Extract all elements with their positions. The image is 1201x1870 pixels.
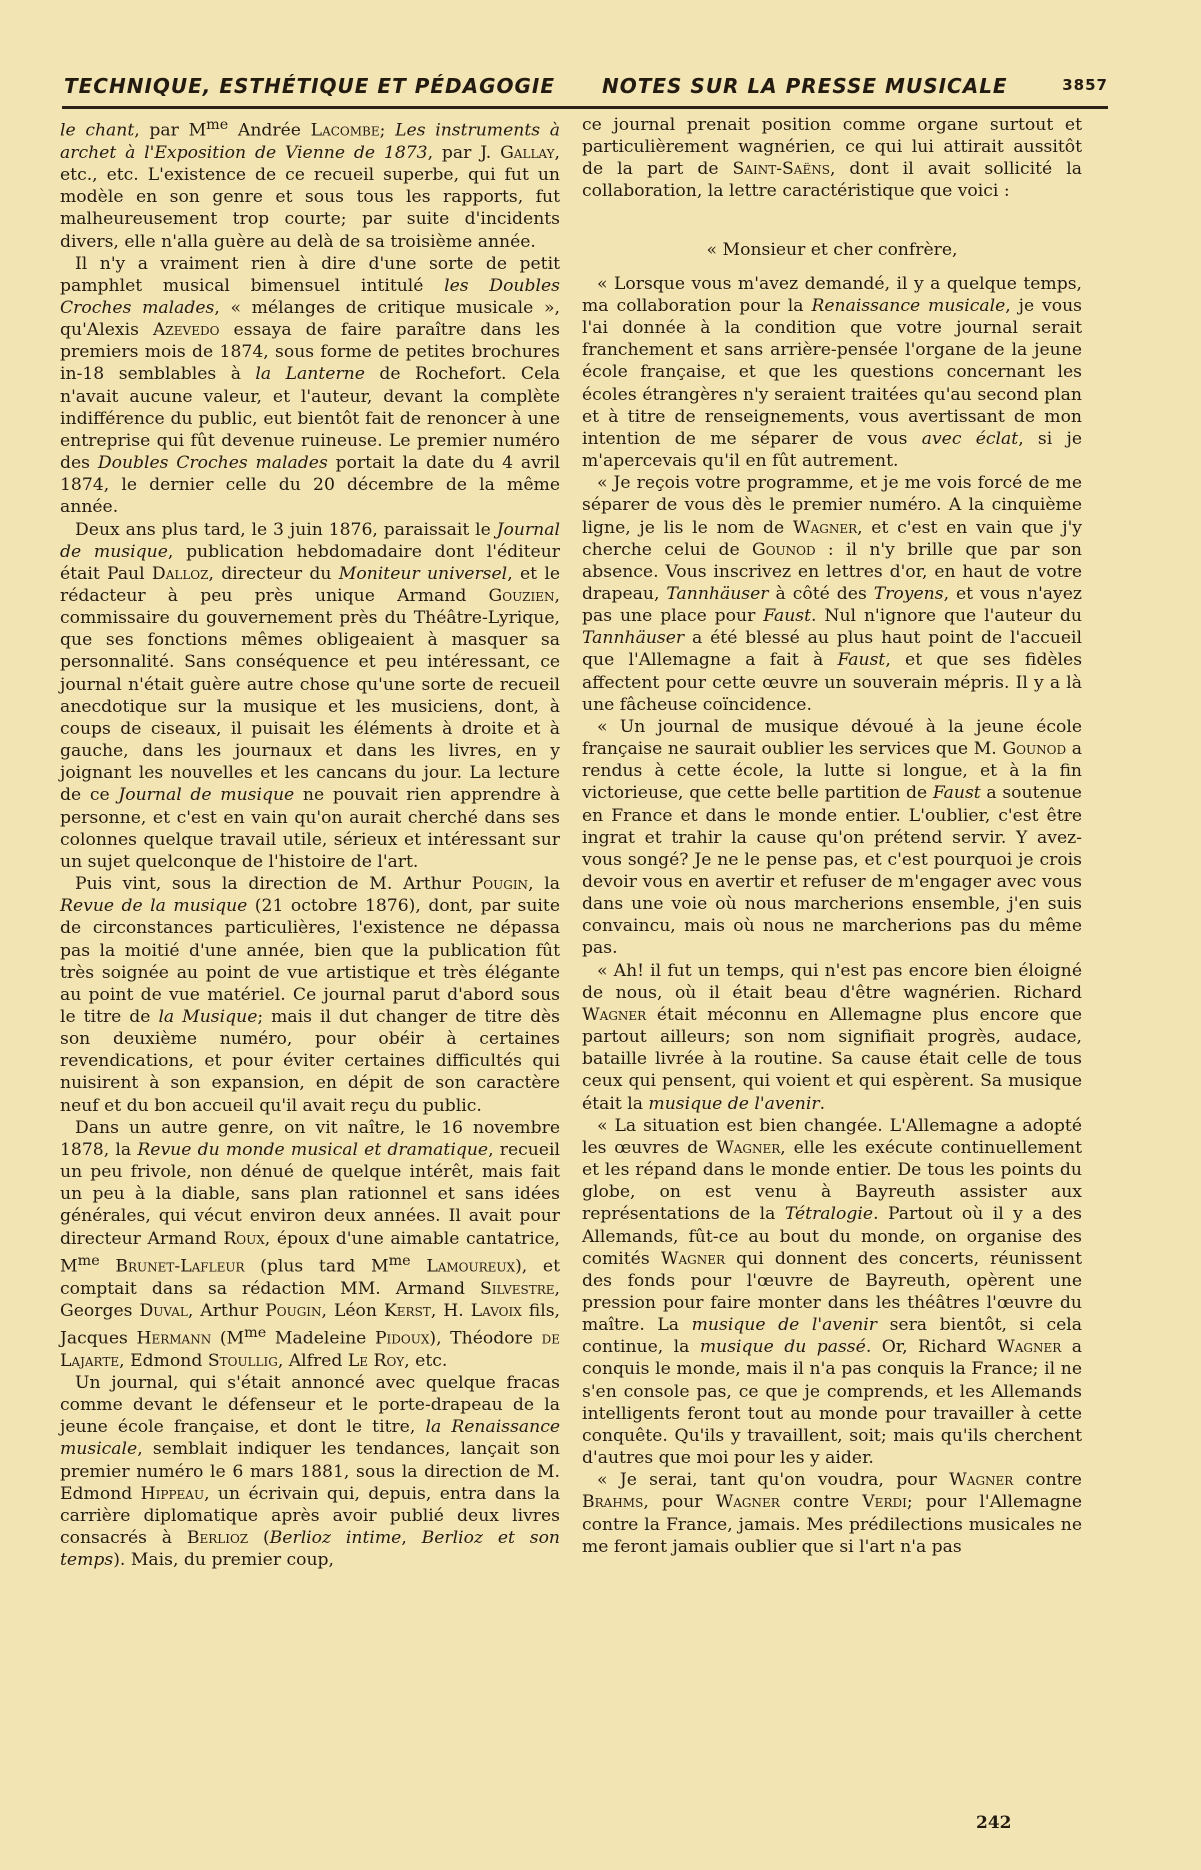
paragraph: « Lorsque vous m'avez demandé, il y a quelque temps, ma collaboration pour la Renaissance musicale, je vous l'ai donnée à la condition que votre journal serait franchement et sans arrière-pensée l'organe de la jeune école française, et que les questions concernant les écoles étrangères n'y seraient traitées qu'au second plan et à titre de renseignements, vous avertissant de mon intention de me séparer de vous avec éclat, si je m'apercevais qu'il en fût autrement. — [582, 273, 1083, 472]
paragraph: « Un journal de musique dévoué à la jeune école française ne saurait oublier les services que M. Gounod a rendus à cette école, la lutte si longue, et à la fin victorieuse, que cette belle partition de Faust a soutenue en France et dans le monde entier. L'oublier, c'est être ingrat et trahir la cause qu'on prétend servir. Y avez-vous songé? Je ne le pense pas, et c'est pourquoi je crois devoir vous en avertir et refuser de m'engager avec vous dans une voie où nous marcherions ensemble, j'en suis convaincu, mais où nous ne marcherions pas du même pas. — [582, 716, 1082, 959]
paragraph: Un journal, qui s'était annoncé avec quelque fracas comme devant le défenseur et le porte-drapeau de la jeune école française, et dont le titre, la Renaissance musicale, semblait indiquer les tendances, lançait son premier numéro le 6 mars 1881, sous la direction de M. Edmond Hippeau, un écrivain qui, depuis, entra dans la carrière diplomatique après avoir publié deux livres consacrés à Berlioz (Berlioz intime, Berlioz et son temps). Mais, du premier coup, — [60, 1372, 561, 1571]
paragraph: Il n'y a vraiment rien à dire d'une sorte de petit pamphlet musical bimensuel intitulé les Doubles Croches malades, « mélanges de critique musicale », qu'Alexis Azevedo essaya de faire paraître dans les premiers mois de 1874, sous forme de petites brochures in-18 semblables à la Lanterne de Rochefort. Cela n'avait aucune valeur, et l'auteur, devant la complète indifférence du public, eut bientôt fait de renoncer à une entreprise qui fût devenue ruineuse. Le premier numéro des Doubles Croches malades portait la date du 4 avril 1874, le dernier celle du 20 décembre de la même année. — [60, 253, 560, 518]
paragraph: ce journal prenait position comme organe surtout et particulièrement wagnérien, ce qui lui attirait aussitôt de la part de Saint-Saëns, dont il avait sollicité la collaboration, la lettre caractéristique que voici : — [582, 115, 1082, 202]
letter-salutation: « Monsieur et cher confrère, — [706, 239, 958, 260]
paragraph: le chant, par $M^{me}$ Andrée Lacombe; Les instruments à archet à l'Exposition de Vienne de 1873, par J. Gallay, etc., etc. L'existence de ce recueil superbe, qui fut un modèle en son genre et sous tous les rapports, fut malheureusement trop courte; par suite d'incidents divers, elle n'alla guère au delà de sa troisième année. — [60, 117, 560, 252]
paragraph: Deux ans plus tard, le 3 juin 1876, paraissait le Journal de musique, publication hebdomadaire dont l'éditeur était Paul Dalloz, directeur du Moniteur universel, et le rédacteur à peu près unique Armand Gouzien, commissaire du gouvernement près du Théâtre-Lyrique, que ses fonctions mêmes obligeaient à masquer sa personnalité. Sans conséquence et peu intéressant, ce journal n'était guère autre chose qu'une sorte de recueil anecdotique sur la musique et les musiciens, dont, à coups de ciseaux, il puisait les éléments à droite et à gauche, dans les journaux et dans les livres, en y joignant les nouvelles et les cancans du jour. La lecture de ce Journal de musique ne pouvait rien apprendre à personne, et c'est en vain qu'on aurait cherché dans ses colonnes quelque travail utile, sérieux et intéressant sur un sujet quelconque de l'histoire de l'art. — [60, 519, 560, 872]
header-page-number: 3857 — [1062, 76, 1108, 94]
paragraph: « Ah! il fut un temps, qui n'est pas encore bien éloigné de nous, où il était beau d'être wagnérien. Richard Wagner était méconnu en Allemagne plus encore que partout ailleurs; son nom signifiait progrès, audace, bataille livrée à la routine. Sa cause était celle de tous ceux qui pensent, qui voient et qui espèrent. Sa musique était la musique de l'avenir. — [582, 960, 1082, 1114]
paragraph: Puis vint, sous la direction de M. Arthur Pougin, la Revue de la musique (21 octobre 1876), dont, par suite de circonstances particulières, l'existence ne dépassa pas la moitié d'une année, bien que la publication fût très soignée au point de vue artistique et très élégante au point de vue matériel. Ce journal parut d'abord sous le titre de la Musique; mais il dut changer de titre dès son deuxième numéro, pour obéir à certaines revendications, et pour éviter certaines difficultés qui nuisirent à son expansion, en dépit de son caractère neuf et du bon accueil qu'il avait reçu du public. — [60, 874, 561, 1116]
header-section-title: TECHNIQUE, ESTHÉTIQUE ET PÉDAGOGIE — [64, 74, 556, 98]
right-text-column — [582, 114, 1082, 1558]
header-chapter-title: NOTES SUR LA PRESSE MUSICALE — [602, 74, 1008, 98]
paragraph: « La situation est bien changée. L'Allemagne a adopté les œuvres de Wagner, elle les exécute continuellement et les répand dans le monde entier. De tous les points du globe, on est venu à Bayreuth assister aux représentations de la Tétralogie. Partout où il y a des Allemands, fût-ce au bout du monde, on organise des comités Wagner qui donnent des concerts, réunissent des fonds pour l'œuvre de Bayreuth, opèrent une pression pour faire monter dans les théâtres l'œuvre du maître. La musique de l'avenir sera bientôt, si cela continue, la musique du passé. Or, Richard Wagner a conquis le monde, mais il n'a pas conquis la France; il ne s'en console pas, ce que je comprends, et les Allemands intelligents feront tout au monde pour travailler à cette conquête. Qu'ils y travaillent, soit; mais qu'ils cherchent d'autres que moi pour les y aider. — [582, 1115, 1082, 1469]
paragraph: « Je serai, tant qu'on voudra, pour Wagner contre Brahms, pour Wagner contre Verdi; pour l'Allemagne contre la France, jamais. Mes prédilections musicales ne me feront jamais oublier que si l'art n'a pas — [582, 1470, 1082, 1557]
paragraph: « Je reçois votre programme, et je me vois forcé de me séparer de vous dès le premier numéro. A la cinquième ligne, je lis le nom de Wagner, et c'est en vain que j'y cherche celui de Gounod : il n'y brille que par son absence. Vous inscrivez en lettres d'or, en haut de votre drapeau, Tannhäuser à côté des Troyens, et vous n'ayez pas une place pour Faust. Nul n'ignore que l'auteur du Tannhäuser a été blessé au plus haut point de l'accueil que l'Allemagne a fait à Faust, et que ses fidèles affectent pour cette œuvre un souverain mépris. Il y a là une fâcheuse coïncidence. — [582, 473, 1083, 715]
left-text-column — [60, 114, 560, 1571]
running-header — [62, 72, 1108, 109]
footer-folio: 242 — [976, 1813, 1012, 1833]
paragraph: Dans un autre genre, on vit naître, le 16 novembre 1878, la Revue du monde musical et dramatique, recueil un peu frivole, non dénué de quelque intérêt, mais fait un peu à la diable, sans plan rationnel et sans idées générales, qui vécut environ deux années. Il avait pour directeur Armand Roux, époux d'une aimable cantatrice, $M^{me}$ Brunet-Lafleur (plus tard $M^{me}$ Lamoureux), et comptait dans sa rédaction MM. Armand Silvestre, Georges Duval, Arthur Pougin, Léon Kerst, H. Lavoix fils, Jacques Hermann ($M^{me}$ Madeleine Pidoux), Théodore de Lajarte, Edmond Stoullig, Alfred Le Roy, etc. — [60, 1117, 561, 1371]
